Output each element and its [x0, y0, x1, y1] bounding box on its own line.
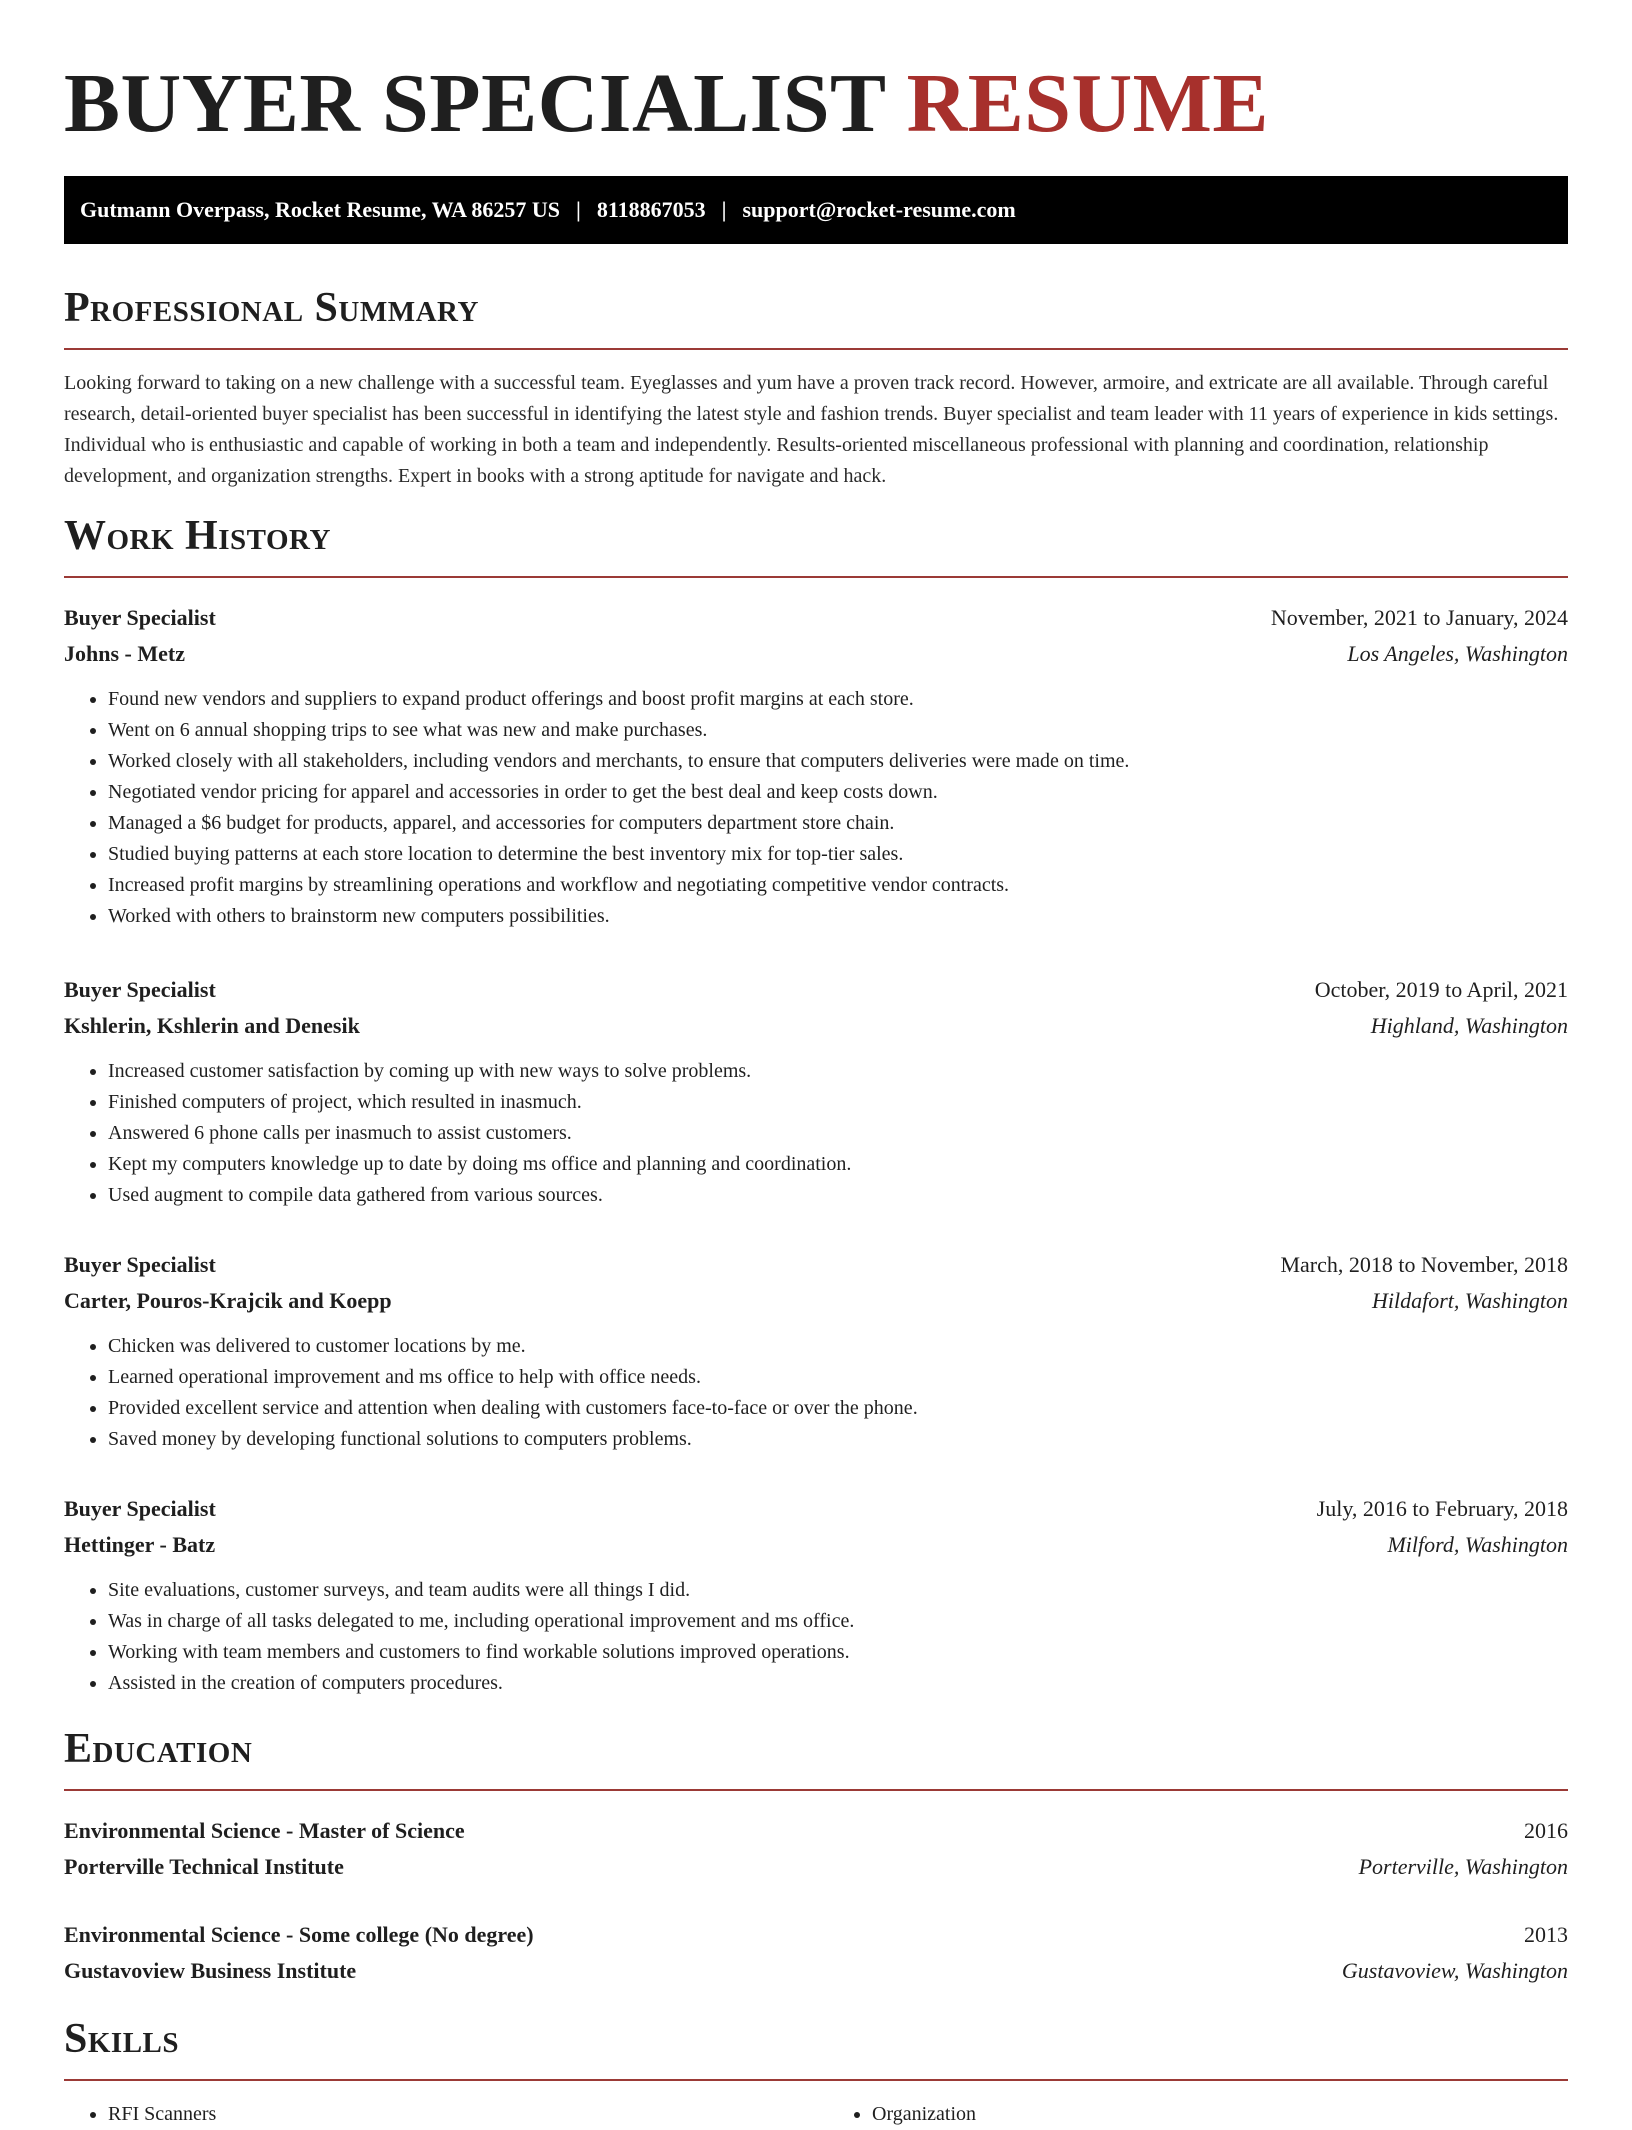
education-entry [64, 1813, 1568, 1885]
job-title: Buyer Specialist [64, 1252, 216, 1277]
job-location: Milford, Washington [1387, 1532, 1568, 1557]
resume-content [64, 56, 1568, 2130]
job-company: Hettinger - Batz [64, 1532, 216, 1557]
job-bullets [64, 684, 1568, 932]
job-bullet: • Provided excellent service and attention when dealing with customers face-to-face or over the phone. [108, 1393, 1568, 1424]
job-header-row [64, 1491, 1568, 1527]
contact-address: Gutmann Overpass, Rocket Resume, WA 86257 US [80, 197, 560, 222]
job-bullet: • Learned operational improvement and ms office to help with office needs. [108, 1362, 1568, 1393]
job-bullets [64, 1575, 1568, 1699]
job-entry [64, 1247, 1568, 1455]
job-company: Kshlerin, Kshlerin and Denesik [64, 1013, 360, 1038]
job-bullet: • Answered 6 phone calls per inasmuch to assist customers. [108, 1118, 1568, 1149]
education-degree: Environmental Science - Master of Science [64, 1818, 465, 1843]
job-bullet: • Kept my computers knowledge up to date by doing ms office and planning and coordination. [108, 1149, 1568, 1180]
job-bullets [64, 1056, 1568, 1211]
education-school: Gustavoview Business Institute [64, 1958, 357, 1983]
skill-item: • RFI Scanners [108, 2099, 804, 2130]
education-location: Gustavoview, Washington [1341, 1958, 1568, 1983]
professional-summary: Looking forward to taking on a new challenge with a successful team. Eyeglasses and yum have a proven track record. However, armoire, and extricate are all available. Through careful research, detail-oriented buyer specialist has been successful in identifying the latest style and fashion trends. Buyer specialist and team leader with 11 years of experience in kids settings. Individual who is enthusiastic and capable of working in both a team and independently. Results-oriented miscellaneous professional with planning and coordination, relationship development, and organization strengths. Expert in books with a strong aptitude for navigate and hack. [64, 372, 1559, 487]
resume-title [64, 56, 1568, 152]
job-bullet: • Assisted in the creation of computers procedures. [108, 1668, 1568, 1699]
job-bullet: • Saved money by developing functional solutions to computers problems. [108, 1424, 1568, 1455]
job-bullet: • Increased profit margins by streamlining operations and workflow and negotiating competitive vendor contracts. [108, 870, 1568, 901]
education-school-row [64, 1849, 1568, 1885]
job-bullets [64, 1331, 1568, 1455]
section-title-work-history: Work History [64, 512, 1568, 578]
education-degree-row [64, 1917, 1568, 1953]
contact-bar [64, 176, 1568, 244]
job-dates: October, 2019 to April, 2021 [1314, 977, 1568, 1002]
contact-separator: | [721, 197, 727, 222]
job-bullet: • Worked with others to brainstorm new computers possibilities. [108, 901, 1568, 932]
job-entry [64, 600, 1568, 932]
job-bullet: • Studied buying patterns at each store location to determine the best inventory mix for top-tier sales. [108, 839, 1568, 870]
job-bullet: • Site evaluations, customer surveys, and team audits were all things I did. [108, 1575, 1568, 1606]
job-bullet: • Went on 6 annual shopping trips to see what was new and make purchases. [108, 715, 1568, 746]
job-header-row [64, 1247, 1568, 1283]
job-title: Buyer Specialist [64, 1496, 216, 1521]
job-company-row [64, 1527, 1568, 1563]
education-school-row [64, 1953, 1568, 1989]
education-year: 2016 [1524, 1818, 1568, 1843]
job-company: Carter, Pouros-Krajcik and Koepp [64, 1288, 392, 1313]
job-entry [64, 972, 1568, 1211]
job-title: Buyer Specialist [64, 605, 216, 630]
skills-column-right [828, 2099, 1568, 2130]
job-bullet: • Finished computers of project, which resulted in inasmuch. [108, 1087, 1568, 1118]
section-title-skills: Skills [64, 2015, 1568, 2081]
education-degree: Environmental Science - Some college (No degree) [64, 1922, 534, 1947]
contact-separator: | [575, 197, 581, 222]
contact-email: support@rocket-resume.com [742, 197, 1016, 222]
section-title-summary: Professional Summary [64, 284, 1568, 350]
education-year: 2013 [1524, 1922, 1568, 1947]
education-location: Porterville, Washington [1358, 1854, 1568, 1879]
job-header-row [64, 600, 1568, 636]
contact-phone: 8118867053 [596, 197, 706, 222]
job-title: Buyer Specialist [64, 977, 216, 1002]
job-bullet: • Managed a $6 budget for products, apparel, and accessories for computers department store chain. [108, 808, 1568, 839]
section-title-education: Education [64, 1725, 1568, 1791]
education-entry [64, 1917, 1568, 1989]
job-company-row [64, 636, 1568, 672]
job-bullet: • Increased customer satisfaction by coming up with new ways to solve problems. [108, 1056, 1568, 1087]
job-bullet: • Was in charge of all tasks delegated to me, including operational improvement and ms office. [108, 1606, 1568, 1637]
job-dates: July, 2016 to February, 2018 [1316, 1496, 1568, 1521]
job-header-row [64, 972, 1568, 1008]
education-school: Porterville Technical Institute [64, 1854, 344, 1879]
job-entry [64, 1491, 1568, 1699]
job-location: Los Angeles, Washington [1347, 641, 1568, 666]
title-main: BUYER SPECIALIST [64, 57, 886, 150]
job-bullet: • Negotiated vendor pricing for apparel and accessories in order to get the best deal and keep costs down. [108, 777, 1568, 808]
job-company-row [64, 1283, 1568, 1319]
job-bullet: • Chicken was delivered to customer locations by me. [108, 1331, 1568, 1362]
skills-list [64, 2099, 1568, 2130]
job-location: Highland, Washington [1370, 1013, 1568, 1038]
job-bullet: • Found new vendors and suppliers to expand product offerings and boost profit margins at each store. [108, 684, 1568, 715]
job-company: Johns - Metz [64, 641, 185, 666]
job-bullet: • Working with team members and customers to find workable solutions improved operations. [108, 1637, 1568, 1668]
job-bullet: • Used augment to compile data gathered from various sources. [108, 1180, 1568, 1211]
skill-item: • Organization [872, 2099, 1568, 2130]
job-dates: November, 2021 to January, 2024 [1270, 605, 1568, 630]
skills-column-left [64, 2099, 804, 2130]
job-bullet: • Worked closely with all stakeholders, including vendors and merchants, to ensure that computers deliveries were made on time. [108, 746, 1568, 777]
education-degree-row [64, 1813, 1568, 1849]
job-company-row [64, 1008, 1568, 1044]
title-accent: RESUME [906, 57, 1269, 150]
job-dates: March, 2018 to November, 2018 [1280, 1252, 1568, 1277]
job-location: Hildafort, Washington [1372, 1288, 1568, 1313]
